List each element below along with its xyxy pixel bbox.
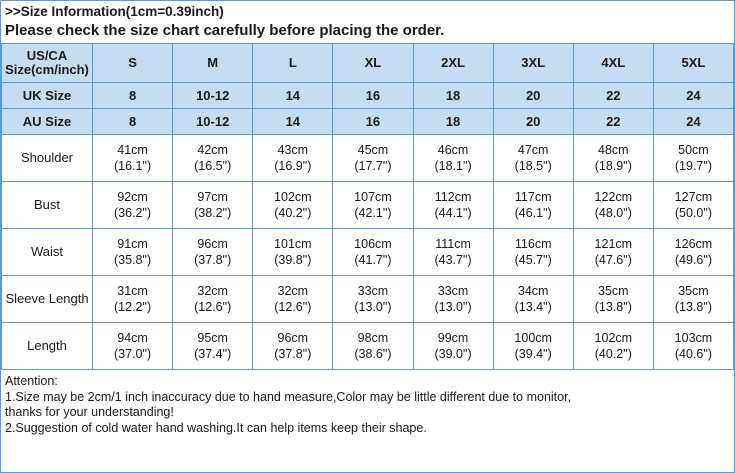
size-info-title: >>Size Information(1cm=0.39inch): [5, 4, 224, 19]
value-inch: (49.6"): [674, 253, 712, 267]
value-cm: 107cm: [354, 190, 392, 204]
corner-label-line2: Size(cm/inch): [5, 62, 89, 77]
length-s: [93, 323, 173, 370]
value-cm: 112cm: [434, 190, 472, 204]
au-size-label: AU Size: [2, 109, 93, 135]
value-cm: 41cm: [117, 143, 148, 157]
value-inch: (48.0"): [594, 206, 632, 220]
value-cm: 32cm: [197, 284, 228, 298]
length-xl: [333, 323, 413, 370]
value-cm: 95cm: [197, 331, 228, 345]
value-inch: (44.1"): [434, 206, 472, 220]
measure-label-bust: Bust: [2, 182, 93, 229]
table-row-uk-size: [2, 83, 734, 109]
value-inch: (43.7"): [434, 253, 472, 267]
size-header-m: M: [173, 44, 253, 83]
value-cm: 102cm: [594, 331, 633, 345]
value-inch: (39.0"): [434, 347, 472, 361]
value-cm: 127cm: [674, 190, 713, 204]
waist-2xl: [413, 229, 493, 276]
value-inch: (13.8"): [594, 300, 632, 314]
length-2xl: [413, 323, 493, 370]
table-header-row: [2, 44, 734, 83]
value-cm: 102cm: [274, 190, 312, 204]
au-size-2xl: 18: [413, 109, 493, 135]
measure-label-sleeve-length: Sleeve Length: [2, 276, 93, 323]
bust-xl: [333, 182, 413, 229]
au-size-5xl: 24: [653, 109, 733, 135]
uk-size-label: UK Size: [2, 83, 93, 109]
value-inch: (16.1"): [114, 159, 152, 173]
table-row-sleeve-length: [2, 276, 734, 323]
shoulder-m: [173, 135, 253, 182]
bust-2xl: [413, 182, 493, 229]
value-inch: (41.7"): [354, 253, 392, 267]
uk-size-m: 10-12: [173, 83, 253, 109]
value-cm: 42cm: [197, 143, 228, 157]
value-cm: 50cm: [678, 143, 709, 157]
shoulder-3xl: [493, 135, 573, 182]
uk-size-xl: 16: [333, 83, 413, 109]
length-3xl: [493, 323, 573, 370]
value-cm: 45cm: [357, 143, 389, 157]
size-header-l: L: [253, 44, 333, 83]
value-inch: (40.2"): [594, 347, 632, 361]
value-inch: (17.7"): [354, 159, 392, 173]
value-cm: 31cm: [117, 284, 148, 298]
waist-4xl: [573, 229, 653, 276]
value-inch: (36.2"): [114, 206, 152, 220]
value-cm: 126cm: [674, 237, 713, 251]
value-inch: (38.6"): [354, 347, 392, 361]
table-row-waist: [2, 229, 734, 276]
value-inch: (37.8"): [194, 253, 232, 267]
waist-s: [93, 229, 173, 276]
sleeve-xl: [333, 276, 413, 323]
sleeve-l: [253, 276, 333, 323]
uk-size-4xl: 22: [573, 83, 653, 109]
value-cm: 122cm: [594, 190, 633, 204]
value-cm: 48cm: [598, 143, 629, 157]
attention-line-3: 2.Suggestion of cold water hand washing.It can help items keep their shape.: [5, 420, 427, 435]
bust-m: [173, 182, 253, 229]
size-header-5xl: 5XL: [653, 44, 733, 83]
size-header-3xl: 3XL: [493, 44, 573, 83]
value-cm: 116cm: [514, 237, 552, 251]
table-row-au-size: [2, 109, 734, 135]
value-inch: (19.7"): [674, 159, 712, 173]
sleeve-s: [93, 276, 173, 323]
shoulder-4xl: [573, 135, 653, 182]
value-inch: (50.0"): [674, 206, 712, 220]
size-chart-notice: Please check the size chart carefully before placing the order.: [5, 22, 445, 39]
table-row-shoulder: [2, 135, 734, 182]
value-inch: (16.5"): [194, 159, 232, 173]
value-inch: (39.8"): [274, 253, 312, 267]
value-inch: (18.5"): [514, 159, 552, 173]
shoulder-s: [93, 135, 173, 182]
uk-size-3xl: 20: [493, 83, 573, 109]
value-inch: (47.6"): [594, 253, 632, 267]
sleeve-4xl: [573, 276, 653, 323]
au-size-3xl: 20: [493, 109, 573, 135]
attention-block: [1, 370, 734, 438]
sleeve-5xl: [653, 276, 733, 323]
bust-l: [253, 182, 333, 229]
au-size-xl: 16: [333, 109, 413, 135]
length-l: [253, 323, 333, 370]
length-m: [173, 323, 253, 370]
size-header-4xl: 4XL: [573, 44, 653, 83]
value-inch: (37.8"): [274, 347, 312, 361]
value-cm: 99cm: [437, 331, 469, 345]
value-cm: 33cm: [437, 284, 469, 298]
value-inch: (16.9"): [274, 159, 312, 173]
au-size-4xl: 22: [573, 109, 653, 135]
value-cm: 117cm: [514, 190, 552, 204]
waist-xl: [333, 229, 413, 276]
value-inch: (13.0"): [354, 300, 392, 314]
value-inch: (13.8"): [674, 300, 712, 314]
shoulder-l: [253, 135, 333, 182]
waist-l: [253, 229, 333, 276]
value-inch: (42.1"): [354, 206, 392, 220]
waist-5xl: [653, 229, 733, 276]
value-cm: 92cm: [117, 190, 148, 204]
uk-size-l: 14: [253, 83, 333, 109]
value-inch: (37.4"): [194, 347, 232, 361]
measure-label-shoulder: Shoulder: [2, 135, 93, 182]
value-cm: 97cm: [197, 190, 228, 204]
value-inch: (37.0"): [114, 347, 152, 361]
length-5xl: [653, 323, 733, 370]
value-inch: (38.2"): [194, 206, 232, 220]
waist-m: [173, 229, 253, 276]
value-cm: 96cm: [197, 237, 228, 251]
sleeve-m: [173, 276, 253, 323]
measure-label-waist: Waist: [2, 229, 93, 276]
corner-label-line1: US/CA: [26, 48, 68, 63]
value-cm: 94cm: [117, 331, 148, 345]
value-inch: (12.2"): [114, 300, 152, 314]
sleeve-3xl: [493, 276, 573, 323]
value-cm: 33cm: [357, 284, 389, 298]
value-cm: 121cm: [594, 237, 633, 251]
uk-size-2xl: 18: [413, 83, 493, 109]
value-cm: 91cm: [117, 237, 148, 251]
size-header-s: S: [93, 44, 173, 83]
shoulder-5xl: [653, 135, 733, 182]
waist-3xl: [493, 229, 573, 276]
value-inch: (40.6"): [674, 347, 712, 361]
measure-label-length: Length: [2, 323, 93, 370]
sleeve-2xl: [413, 276, 493, 323]
value-cm: 34cm: [517, 284, 549, 298]
value-cm: 32cm: [277, 284, 309, 298]
bust-3xl: [493, 182, 573, 229]
bust-4xl: [573, 182, 653, 229]
size-header-2xl: 2XL: [413, 44, 493, 83]
value-cm: 111cm: [435, 237, 471, 251]
shoulder-2xl: [413, 135, 493, 182]
table-row-length: [2, 323, 734, 370]
uk-size-5xl: 24: [653, 83, 733, 109]
attention-line-1: 1.Size may be 2cm/1 inch inaccuracy due to hand measure,Color may be little different due to monitor,: [5, 389, 572, 404]
corner-label-cell: [2, 44, 93, 83]
value-inch: (39.4"): [514, 347, 552, 361]
au-size-l: 14: [253, 109, 333, 135]
value-cm: 103cm: [674, 331, 713, 345]
value-inch: (45.7"): [514, 253, 552, 267]
bust-5xl: [653, 182, 733, 229]
value-cm: 106cm: [354, 237, 392, 251]
shoulder-xl: [333, 135, 413, 182]
value-cm: 43cm: [277, 143, 309, 157]
au-size-m: 10-12: [173, 109, 253, 135]
value-cm: 98cm: [357, 331, 389, 345]
attention-title: Attention:: [5, 374, 58, 388]
value-inch: (18.9"): [594, 159, 632, 173]
value-cm: 35cm: [598, 284, 629, 298]
bust-s: [93, 182, 173, 229]
value-inch: (12.6"): [274, 300, 312, 314]
size-chart-table: [1, 43, 734, 370]
length-4xl: [573, 323, 653, 370]
value-inch: (13.0"): [434, 300, 472, 314]
value-inch: (40.2"): [274, 206, 312, 220]
table-row-bust: [2, 182, 734, 229]
value-inch: (35.8"): [114, 253, 152, 267]
value-inch: (46.1"): [514, 206, 552, 220]
value-cm: 46cm: [437, 143, 469, 157]
value-cm: 35cm: [678, 284, 709, 298]
value-cm: 47cm: [517, 143, 549, 157]
value-cm: 96cm: [277, 331, 309, 345]
value-inch: (18.1"): [434, 159, 472, 173]
value-inch: (13.4"): [514, 300, 552, 314]
size-header-xl: XL: [333, 44, 413, 83]
au-size-s: 8: [93, 109, 173, 135]
value-cm: 101cm: [274, 237, 312, 251]
value-cm: 100cm: [514, 331, 552, 345]
uk-size-s: 8: [93, 83, 173, 109]
attention-line-2: thanks for your understanding!: [5, 405, 174, 419]
value-inch: (12.6"): [194, 300, 232, 314]
